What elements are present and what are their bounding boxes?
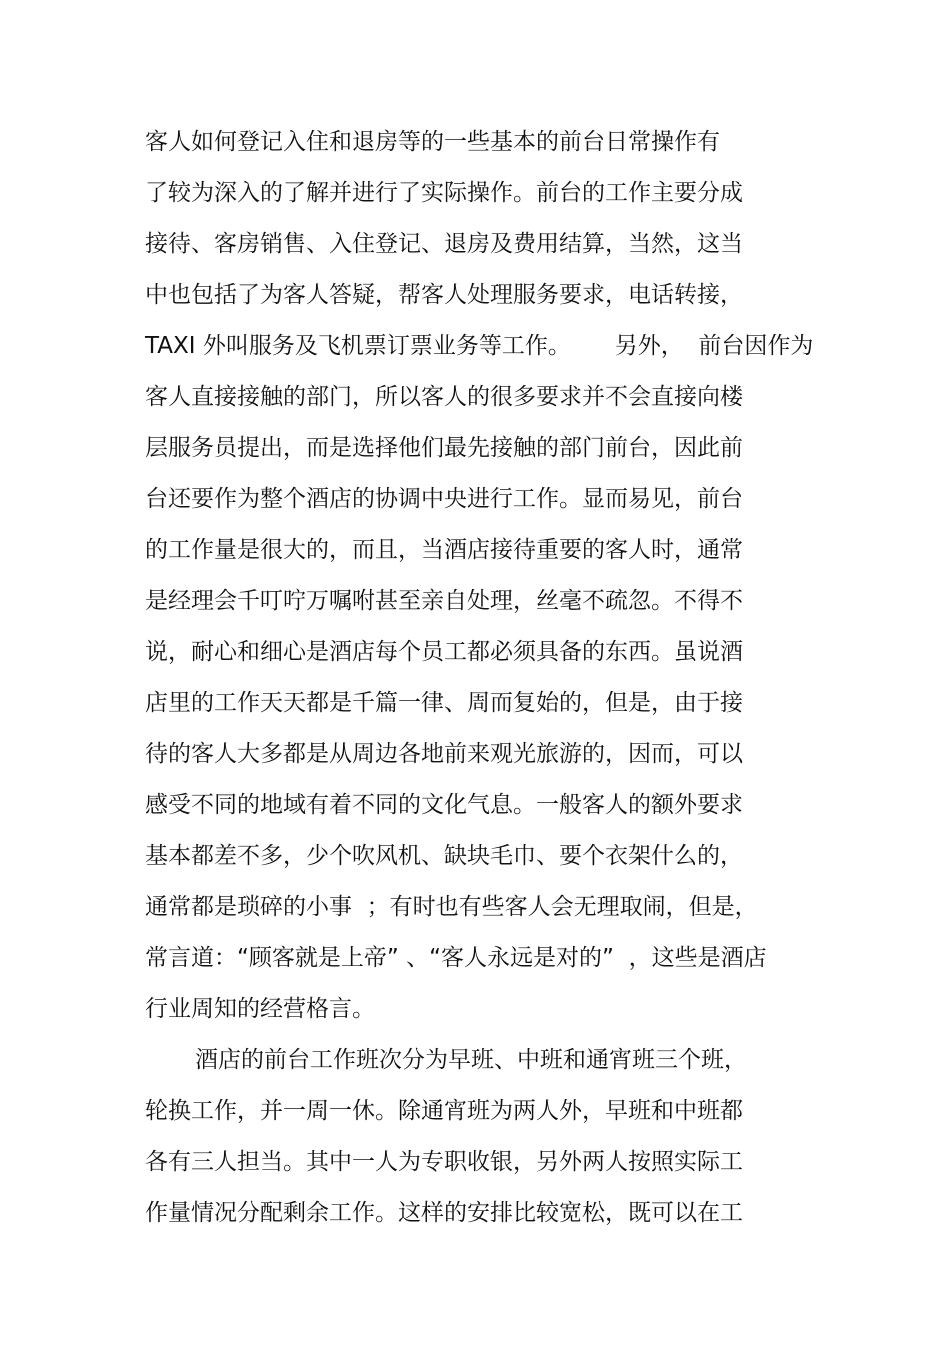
text-line: 是经理会千叮咛万嘱咐甚至亲自处理，丝毫不疏忽。不得不	[145, 588, 743, 614]
text-line: 客人直接接触的部门，所以客人的很多要求并不会直接向楼	[145, 384, 743, 410]
text-line: TAXI 外叫服务及飞机票订票业务等工作。 另外， 前台因作为	[145, 333, 814, 359]
text-line: 中也包括了为客人答疑，帮客人处理服务要求，电话转接，	[145, 282, 743, 308]
text-line: 轮换工作，并一周一休。除通宵班为两人外，早班和中班都	[145, 1098, 743, 1124]
text-line: 说，耐心和细心是酒店每个员工都必须具备的东西。虽说酒	[145, 639, 743, 665]
text-line: 常言道：“顾客就是上帝” 、“客人永远是对的” ，这些是酒店	[145, 945, 767, 971]
text-line: 待的客人大多都是从周边各地前来观光旅游的，因而，可以	[145, 741, 743, 767]
text-line: 行业周知的经营格言。	[145, 996, 375, 1022]
text-line: 感受不同的地域有着不同的文化气息。一般客人的额外要求	[145, 792, 743, 818]
paragraph-start-line: 酒店的前台工作班次分为早班、中班和通宵班三个班，	[195, 1047, 747, 1073]
text-line: 各有三人担当。其中一人为专职收银，另外两人按照实际工	[145, 1149, 743, 1175]
text-line: 了较为深入的了解并进行了实际操作。前台的工作主要分成	[145, 180, 743, 206]
text-line: 基本都差不多，少个吹风机、缺块毛巾、要个衣架什么的，	[145, 843, 743, 869]
text-line: 店里的工作天天都是千篇一律、周而复始的，但是，由于接	[145, 690, 743, 716]
text-line: 的工作量是很大的，而且，当酒店接待重要的客人时，通常	[145, 537, 743, 563]
text-line: 层服务员提出，而是选择他们最先接触的部门前台，因此前	[145, 435, 743, 461]
text-line: 通常都是琐碎的小事 ；有时也有些客人会无理取闹，但是，	[145, 894, 758, 920]
text-line: 客人如何登记入住和退房等的一些基本的前台日常操作有	[145, 129, 720, 155]
text-line: 作量情况分配剩余工作。这样的安排比较宽松，既可以在工	[145, 1200, 743, 1226]
text-line: 台还要作为整个酒店的协调中央进行工作。显而易见，前台	[145, 486, 743, 512]
text-line: 接待、客房销售、入住登记、退房及费用结算，当然，这当	[145, 231, 743, 257]
